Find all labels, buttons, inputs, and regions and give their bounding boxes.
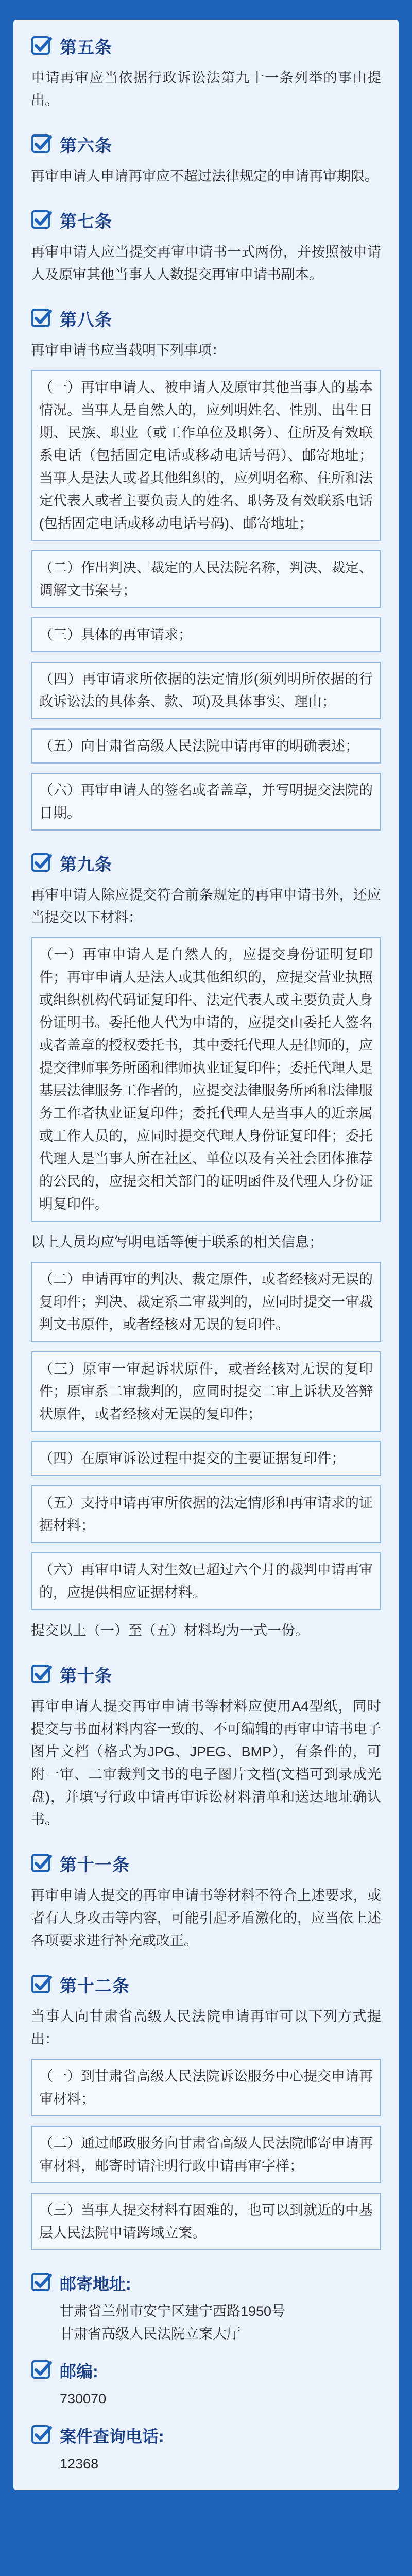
article-title: 第九条 <box>60 855 112 874</box>
article-title: 第六条 <box>60 136 112 155</box>
check-icon <box>31 2425 53 2446</box>
check-icon <box>31 2360 53 2381</box>
check-icon <box>31 1974 53 1996</box>
list-item: （二）作出判决、裁定的人民法院名称，判决、裁定、调解文书案号； <box>31 550 381 608</box>
check-icon <box>31 2272 53 2294</box>
article-header <box>31 307 381 331</box>
article-title: 第八条 <box>60 310 112 329</box>
check-icon <box>31 1664 53 1686</box>
article-header <box>31 1973 381 1997</box>
check-icon <box>31 308 53 330</box>
list-item: （四）再审请求所依据的法定情形(须列明所依据的行政诉讼法的具体条、款、项)及具体事实、理由； <box>31 662 381 719</box>
check-icon <box>31 36 53 57</box>
list-item: （二）通过邮政服务向甘肃省高级人民法院邮寄申请再审材料，邮寄时请注明行政申请再审字样； <box>31 2126 381 2183</box>
article-11 <box>31 1852 381 1952</box>
address-label: 邮寄地址: <box>60 2275 131 2293</box>
article-title: 第七条 <box>60 212 112 231</box>
article-header <box>31 132 381 157</box>
article-paragraph: 再审申请人应当提交再审申请书一式两份，并按照被申请人及原审其他当事人人数提交再审申请书副本。 <box>31 244 381 282</box>
postcode-label-row <box>31 2359 381 2382</box>
postcode-block <box>31 2359 381 2410</box>
article-10 <box>31 1663 381 1831</box>
list-item: （四）在原审诉讼过程中提交的主要证据复印件； <box>31 1441 381 1476</box>
contact-section <box>31 2271 381 2475</box>
address-line: 甘肃省高级人民法院立案大厅 <box>60 2326 241 2342</box>
list-item: （五）向甘肃省高级人民法院申请再审的明确表述； <box>31 728 381 764</box>
article-body <box>31 884 381 1642</box>
article-outro: 提交以上（一）至（五）材料均为一式一份。 <box>31 1623 309 1638</box>
list-item: （三）当事人提交材料有困难的，也可以到就近的中基层人民法院申请跨域立案。 <box>31 2193 381 2250</box>
postcode-value: 730070 <box>60 2391 107 2406</box>
article-intro: 当事人向甘肃省高级人民法院申请再审可以下列方式提出： <box>31 2009 381 2047</box>
address-label-row <box>31 2271 381 2295</box>
hotline-label-row <box>31 2424 381 2447</box>
article-title: 第十一条 <box>60 1855 130 1874</box>
article-body <box>31 1884 381 1952</box>
article-intro: 再审申请人除应提交符合前条规定的再审申请书外，还应当提交以下材料： <box>31 887 381 925</box>
article-body <box>31 2005 381 2250</box>
article-header <box>31 208 381 232</box>
list-item: （六）再审申请人对生效已超过六个月的裁判申请再审的，应提供相应证据材料。 <box>31 1552 381 1610</box>
article-body <box>31 165 381 188</box>
article-8 <box>31 307 381 831</box>
article-title: 第十二条 <box>60 1976 130 1995</box>
hotline-block <box>31 2424 381 2475</box>
article-6 <box>31 132 381 188</box>
address-line: 甘肃省兰州市安宁区建宁西路1950号 <box>60 2303 286 2319</box>
article-12 <box>31 1973 381 2250</box>
article-paragraph: 再审申请人提交再审申请书等材料应使用A4型纸，同时提交与书面材料内容一致的、不可编辑的再审申请书电子图片文档（格式为JPG、JPEG、BMP），有条件的，可附一审、二审裁判文书的电子图片文档(文档可到录成光盘)，并填写行政申请再审诉讼材料清单和送达地址确认书。 <box>31 1699 381 1827</box>
article-intro: 再审申请书应当载明下列事项： <box>31 343 226 358</box>
check-icon <box>31 1853 53 1875</box>
article-paragraph: 再审申请人提交的再审申请书等材料不符合上述要求，或者有人身攻击等内容，可能引起矛盾激化的，应当依上述各项要求进行补充或改正。 <box>31 1888 381 1948</box>
article-title: 第十条 <box>60 1666 112 1685</box>
list-item: （二）申请再审的判决、裁定原件，或者经核对无误的复印件；判决、裁定系二审裁判的，应同时提交一审裁判文书原件，或者经核对无误的复印件。 <box>31 1262 381 1342</box>
article-9 <box>31 851 381 1642</box>
article-body <box>31 1695 381 1831</box>
article-paragraph: 申请再审应当依据行政诉讼法第九十一条列举的事由提出。 <box>31 70 381 108</box>
list-item: （三）原审一审起诉状原件，或者经核对无误的复印件；原审系二审裁判的，应同时提交二审上诉状及答辩状原件，或者经核对无误的复印件； <box>31 1351 381 1432</box>
article-header <box>31 1852 381 1876</box>
article-title: 第五条 <box>60 38 112 57</box>
content-sheet <box>13 20 399 2490</box>
article-note: 以上人员均应写明电话等便于联系的相关信息； <box>31 1234 323 1250</box>
list-item: （一）再审申请人、被申请人及原审其他当事人的基本情况。当事人是自然人的，应列明姓名、性别、出生日期、民族、职业（或工作单位及职务）、住所及有效联系电话（包括固定电话或移动电话号码）、邮寄地址；当事人是法人或者其他组织的，应列明名称、住所和法定代表人或者主要负责人的姓名、职务及有效联系电话(包括固定电话或移动电话号码)、邮寄地址； <box>31 370 381 541</box>
article-header <box>31 1663 381 1687</box>
list-item: （三）具体的再审请求； <box>31 617 381 652</box>
postcode-label: 邮编: <box>60 2362 98 2381</box>
check-icon <box>31 210 53 231</box>
hotline-label: 案件查询电话: <box>60 2427 164 2446</box>
mailing-address <box>31 2271 381 2345</box>
list-item: （五）支持申请再审所依据的法定情形和再审请求的证据材料； <box>31 1485 381 1543</box>
article-body <box>31 66 381 112</box>
article-body <box>31 339 381 831</box>
list-item: （一）到甘肃省高级人民法院诉讼服务中心提交申请再审材料； <box>31 2059 381 2116</box>
list-item: （六）再审申请人的签名或者盖章，并写明提交法院的日期。 <box>31 773 381 831</box>
article-paragraph: 再审申请人申请再审应不超过法律规定的申请再审期限。 <box>31 168 379 184</box>
check-icon <box>31 134 53 156</box>
article-header <box>31 851 381 875</box>
article-5 <box>31 34 381 112</box>
article-header <box>31 34 381 58</box>
check-icon <box>31 853 53 874</box>
hotline-value: 12368 <box>60 2456 99 2471</box>
article-body <box>31 241 381 286</box>
list-item: （一）再审申请人是自然人的，应提交身份证明复印件；再审申请人是法人或其他组织的，应提交营业执照或组织机构代码证复印件、法定代表人或主要负责人身份证明书。委托他人代为申请的，应提交由委托人签名或者盖章的授权委托书，其中委托代理人是律师的，应提交律师事务所函和律师执业证复印件；委托代理人是基层法律服务工作者的，应提交法律服务所函和法律服务工作者执业证复印件；委托代理人是当事人的近亲属或工作人员的，应同时提交代理人身份证复印件；委托代理人是当事人所在社区、单位以及有关社会团体推荐的公民的，应提交相关部门的证明函件及代理人身份证明复印件。 <box>31 937 381 1222</box>
article-7 <box>31 208 381 286</box>
